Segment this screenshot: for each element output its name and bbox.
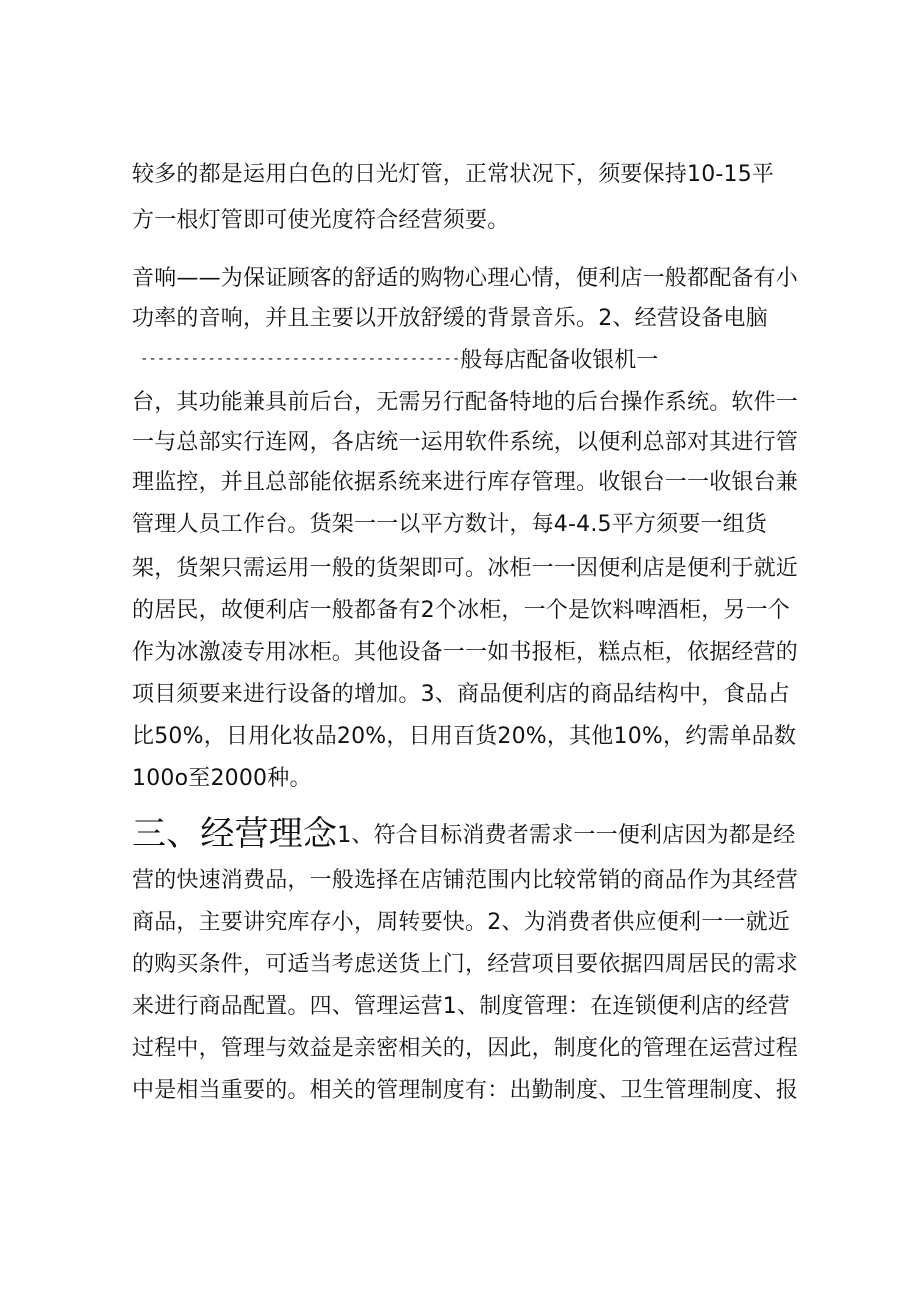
section-heading: 三、经营理念: [132, 814, 338, 854]
text-line: 台，其功能兼具前后台，无需另行配备特地的后台操作系统。软件一: [132, 390, 799, 415]
text-line: 的购买条件，可适当考虑送货上门，经营项目要依据四周居民的需求: [132, 952, 799, 977]
section-heading-line: [132, 812, 795, 858]
dash-separator: --------------------------------------: [140, 351, 461, 367]
text-line: 功率的音响，并且主要以开放舒缓的背景音乐。2、经营设备电脑: [132, 306, 768, 331]
text-line: 理监控，并且总部能依据系统来进行库存管理。收银台一一收银台兼: [132, 470, 799, 495]
text-line: 比50%，日用化妆品20%，日用百货20%，其他10%，约需单品数: [132, 724, 797, 749]
text-line: 商品，主要讲究库存小，周转要快。2、为消费者供应便利一一就近: [132, 910, 790, 935]
text-line: 项目须要来进行设备的增加。3、商品便利店的商品结构中，食品占: [132, 682, 790, 707]
text-line: 一与总部实行连网，各店统一运用软件系统，以便利总部对其进行管: [132, 430, 799, 455]
text-line: 音响——为保证顾客的舒适的购物心理心情，便利店一般都配备有小: [132, 266, 799, 291]
text-line: 营的快速消费品，一般选择在店铺范围内比较常销的商品作为其经营: [132, 868, 799, 893]
text-line: 来进行商品配置。四、管理运营1、制度管理：在连锁便利店的经营: [132, 994, 790, 1019]
dash-line: [140, 344, 658, 376]
text-fragment: 1、符合目标消费者需求一一便利店因为都是经: [337, 823, 796, 848]
text-line: 较多的都是运用白色的日光灯管，正常状况下，须要保持10-15平: [132, 162, 775, 187]
text-line: 100o至2000种。: [132, 766, 312, 791]
text-line: 架，货架只需运用一般的货架即可。冰柜一一因便利店是便利于就近: [132, 556, 799, 581]
text-line: 过程中，管理与效益是亲密相关的，因此，制度化的管理在运营过程: [132, 1036, 799, 1061]
text-line: 管理人员工作台。货架一一以平方数计，每4-4.5平方须要一组货: [132, 512, 768, 537]
text-line: 方一根灯管即可使光度符合经营须要。: [132, 208, 510, 233]
text-line: 的居民，故便利店一般都备有2个冰柜，一个是饮料啤酒柜，另一个: [132, 598, 790, 623]
text-line: 中是相当重要的。相关的管理制度有：出勤制度、卫生管理制度、报: [132, 1078, 799, 1103]
text-line: 作为冰激凌专用冰柜。其他设备一一如书报柜，糕点柜，依据经营的: [132, 640, 799, 665]
text-fragment: 般每店配备收银机一: [460, 348, 659, 373]
